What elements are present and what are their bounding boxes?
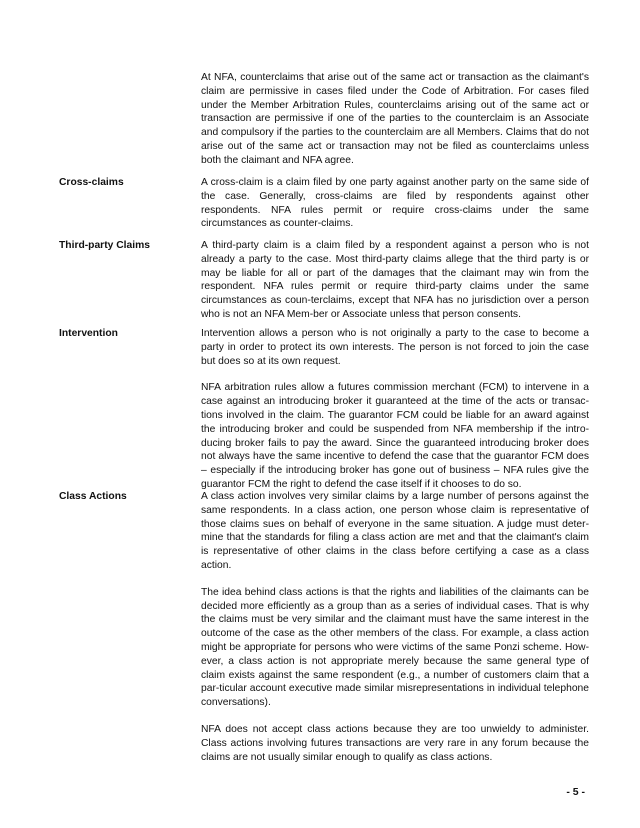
paragraph: At NFA, counterclaims that arise out of the same act or transaction as the claimant's claim are permissive in cases filed under the Code of Arbitration. For cases filed under the Member Arbitration Rules, counterclaims arising out of the same act or transaction are permissive if one of the parties to the counterclaim is an Associate and compulsory if the parties to the counterclaim are all Members. Claims that do not arise out of the same act or transaction may not be filed as counterclaims unless both the claimant and NFA agree. — [201, 72, 589, 166]
page-number: - 5 - — [566, 786, 585, 798]
section-heading: Third-party Claims — [59, 240, 150, 251]
paragraph: A class action involves very similar claims by a large number of persons against the same respondents. In a class action, one person whose claim is representative of those claims sues on behalf of everyone in the same situation. A judge must deter-mine that the standards for filing a class action are met and that the claimant's claim is representative of other claims in the class before certifying a case as a class action. — [201, 491, 589, 571]
section-body — [201, 327, 589, 505]
section-body — [201, 490, 589, 777]
section-heading: Cross-claims — [59, 177, 124, 188]
section-heading: Intervention — [59, 328, 118, 339]
paragraph: The idea behind class actions is that the rights and liabilities of the claimants can be decided more efficiently as a group than as a series of individual cases. That is why the claims must be very similar and the claimant must have the same interest in the outcome of the case as the other members of the class. For example, a class action might be appropriate for persons who were victims of the same Ponzi scheme. How-ever, a class action is not appropriate merely because the same general type of claim exists against the same respondent (e.g., a number of customers claim that a par-ticular account executive made similar misrepresentations in individual telephone conversations). — [201, 586, 589, 709]
paragraph: A third-party claim is a claim filed by a respondent against a person who is not already a party to the case. Most third-party claims allege that the third party is or may be liable for all or part of the damages that the claimant may win from the respondent. NFA rules permit or require third-party claims under the same circumstances as coun-terclaims, except that NFA has no jurisdiction over a person who is not an NFA Mem-ber or Associate unless that person consents. — [201, 240, 589, 320]
paragraph: A cross-claim is a claim filed by one party against another party on the same side of the case. Generally, cross-claims are filed by respondents against other respondents. NFA rules permit or require cross-claims under the same circumstances as counter-claims. — [201, 177, 589, 230]
section-body — [201, 71, 589, 181]
section-body — [201, 239, 589, 335]
section-body — [201, 176, 589, 244]
paragraph: NFA arbitration rules allow a futures commission merchant (FCM) to intervene in a case against an introducing broker it guaranteed at the time of the acts or transac-tions involved in the claim. The guarantor FCM could be liable for an award against the introducing broker and could be suspended from NFA membership if the intro-ducing broker fails to pay the award. Since the guaranteed introducing broker does not always have the same incentive to defend the case that the guarantor FCM does – especially if the introducing broker has gone out of business – NFA rules give the guarantor FCM the right to defend the case itself if it chooses to do so. — [201, 382, 589, 490]
paragraph: Intervention allows a person who is not originally a party to the case to become a party in order to protect its own interests. The person is not forced to join the case but does so at its own request. — [201, 328, 589, 367]
paragraph: NFA does not accept class actions because they are too unwieldy to administer. Class actions involving futures transactions are very rare in any forum because the claims are not usually similar enough to qualify as class actions. — [201, 723, 589, 763]
section-heading: Class Actions — [59, 491, 127, 502]
